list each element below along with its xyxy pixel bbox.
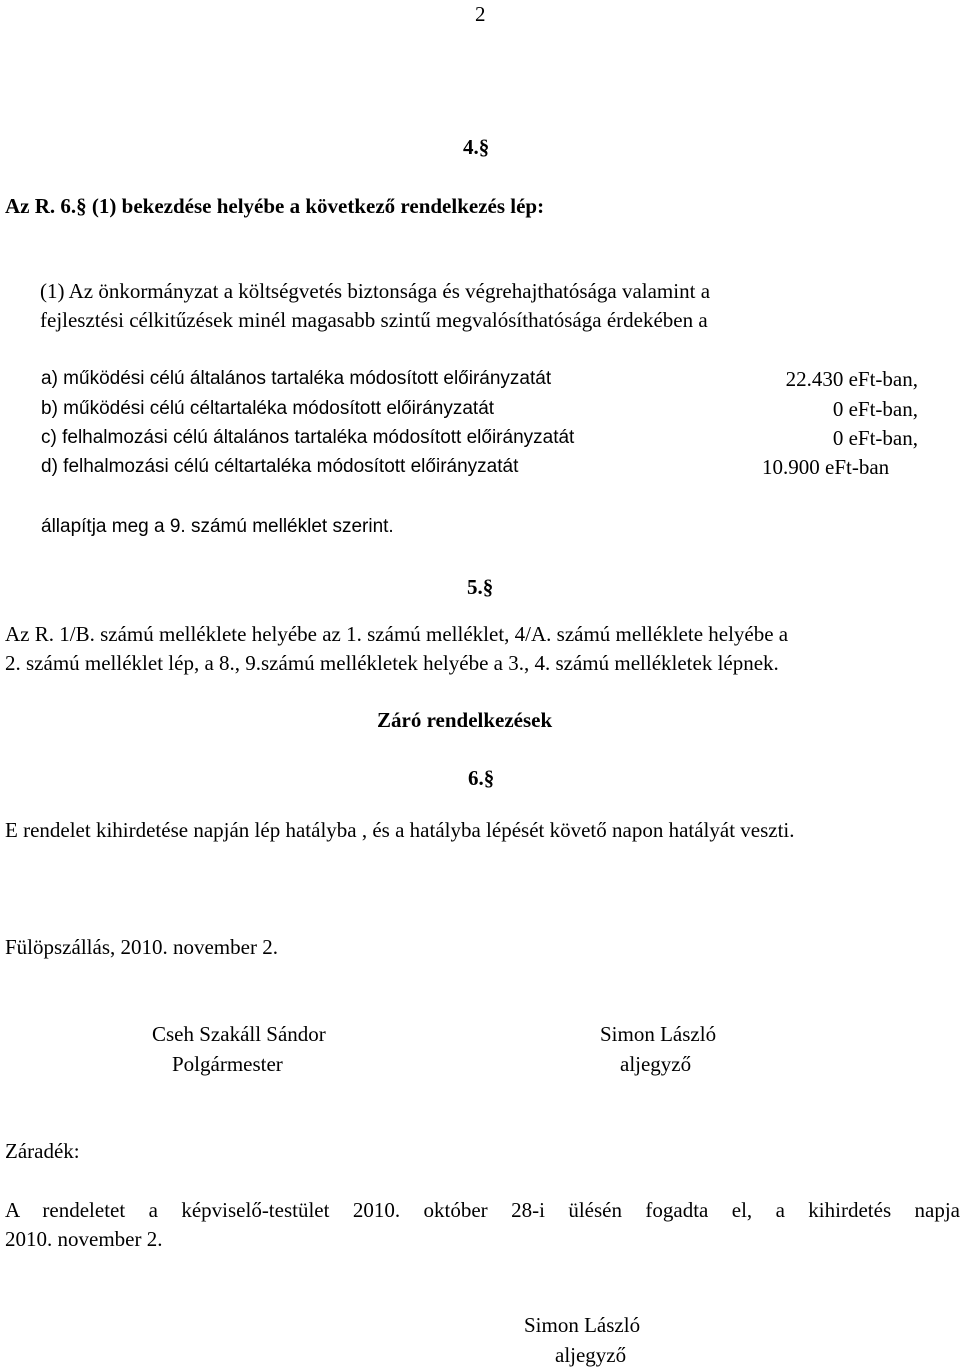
section-4-heading: 4.§ [463, 135, 490, 159]
section-6-heading: 6.§ [468, 766, 495, 790]
section-5-line-1: Az R. 1/B. számú melléklete helyébe az 1. számú melléklet, 4/A. számú melléklete helyébe a [5, 622, 789, 646]
section-4-intro [5, 192, 544, 221]
notary-title: aljegyző [620, 1052, 692, 1076]
item-d-label: d) felhalmozási célú céltartaléka módosított előirányzatát [41, 456, 519, 477]
item-a-value: 22.430 eFt-ban, [785, 367, 918, 391]
place-date: Fülöpszállás, 2010. november 2. [5, 935, 278, 959]
clause-signer-title: aljegyző [555, 1343, 627, 1367]
item-c-value: 0 eFt-ban, [832, 426, 918, 450]
section-4-para-line-1: (1) Az önkormányzat a költségvetés biztonsága és végrehajthatósága valamint a [40, 279, 711, 303]
clause-label: Záradék: [5, 1139, 80, 1163]
mayor-title: Polgármester [172, 1052, 283, 1076]
section-4-para-line-2: fejlesztési célkitűzések minél magasabb szintű megvalósíthatósága érdekében a [40, 308, 708, 332]
section-4-closing: állapítja meg a 9. számú melléklet szerint. [41, 516, 394, 537]
section-4-intro-prefix: Az R. 6. [5, 194, 77, 218]
item-b-value: 0 eFt-ban, [832, 397, 918, 421]
section-5-line-2: 2. számú melléklet lép, a 8., 9.számú mellékletek helyébe a 3., 4. számú mellékletek lépnek. [5, 651, 779, 675]
page-number: 2 [475, 2, 486, 26]
section-4-intro-rest: § (1) bekezdése helyébe a következő rendelkezés lép: [76, 194, 545, 218]
notary-name: Simon László [600, 1022, 717, 1046]
item-b-label: b) működési célú céltartaléka módosított előirányzatát [41, 398, 495, 419]
section-6-text: E rendelet kihirdetése napján lép hatályba , és a hatályba lépését követő napon hatályát veszti. [5, 818, 795, 842]
mayor-name: Cseh Szakáll Sándor [152, 1022, 326, 1046]
section-5-heading: 5.§ [467, 575, 494, 599]
clause-line-1: A rendeletet a képviselő-testület 2010. október 28-i ülésén fogadta el, a kihirdetés napja [5, 1198, 960, 1222]
clause-line-2: 2010. november 2. [5, 1227, 163, 1251]
item-a-label: a) működési célú általános tartaléka módosított előirányzatát [41, 368, 552, 389]
clause-signer-name: Simon László [524, 1313, 641, 1337]
final-provisions-title: Záró rendelkezések [377, 708, 553, 732]
item-c-label: c) felhalmozási célú általános tartaléka módosított előirányzatát [41, 427, 575, 448]
item-d-value: 10.900 eFt-ban [762, 455, 890, 479]
